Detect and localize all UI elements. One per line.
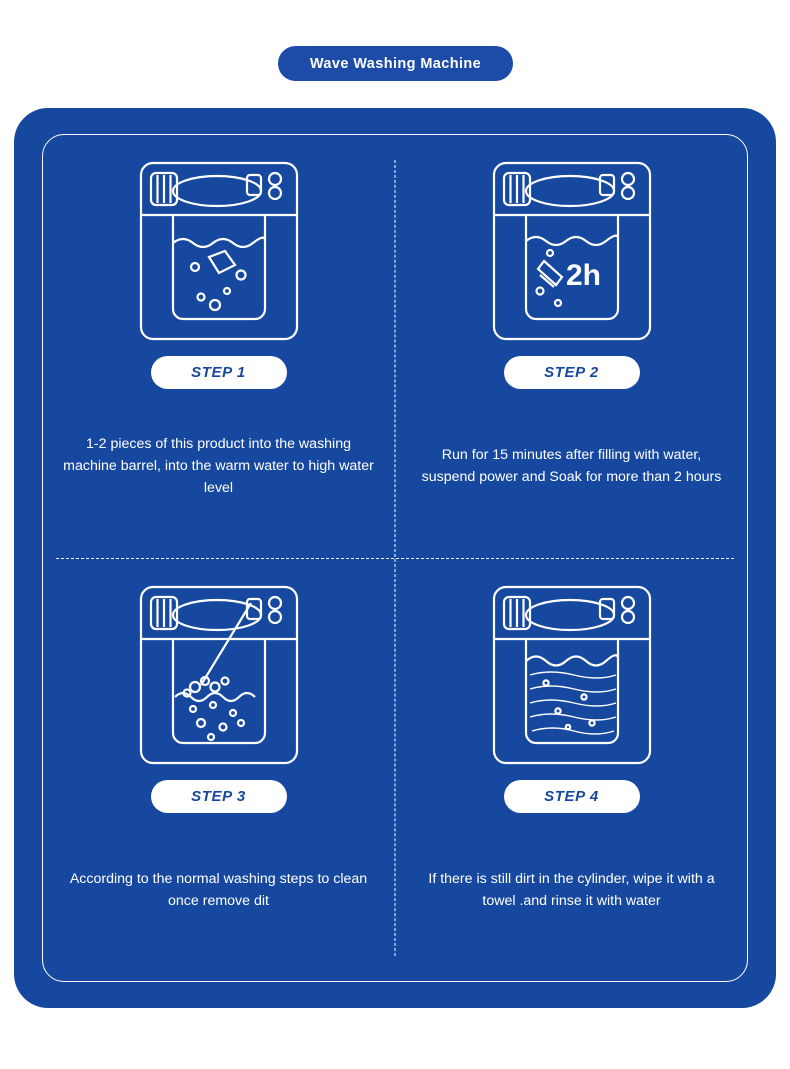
step-cell-4 <box>395 558 748 982</box>
step-cell-1 <box>42 134 395 558</box>
step-cell-3 <box>42 558 395 982</box>
steps-grid <box>42 134 748 982</box>
washing-machine-wipe-icon <box>487 580 657 770</box>
washing-machine-tablet-icon <box>134 156 304 346</box>
step-cell-2 <box>395 134 748 558</box>
step-caption-1: 1-2 pieces of this product into the washing machine barrel, into the warm water to high water level <box>63 435 374 496</box>
step-caption-2: Run for 15 minutes after filling with water, suspend power and Soak for more than 2 hours <box>421 446 722 485</box>
step-caption-3: According to the normal washing steps to clean once remove dit <box>69 870 368 909</box>
page-title: Wave Washing Machine <box>278 46 513 81</box>
step-badge-3: STEP 3 <box>151 780 287 813</box>
step-caption-4: If there is still dirt in the cylinder, wipe it with a towel .and rinse it with water <box>428 870 715 909</box>
steps-card <box>14 108 776 1008</box>
svg-text:2h: 2h <box>565 259 601 292</box>
step-badge-4: STEP 4 <box>504 780 640 813</box>
step-badge-2: STEP 2 <box>504 356 640 389</box>
washing-machine-bubbles-icon <box>134 580 304 770</box>
washing-machine-timer-2h-icon <box>487 156 657 346</box>
step-badge-1: STEP 1 <box>151 356 287 389</box>
